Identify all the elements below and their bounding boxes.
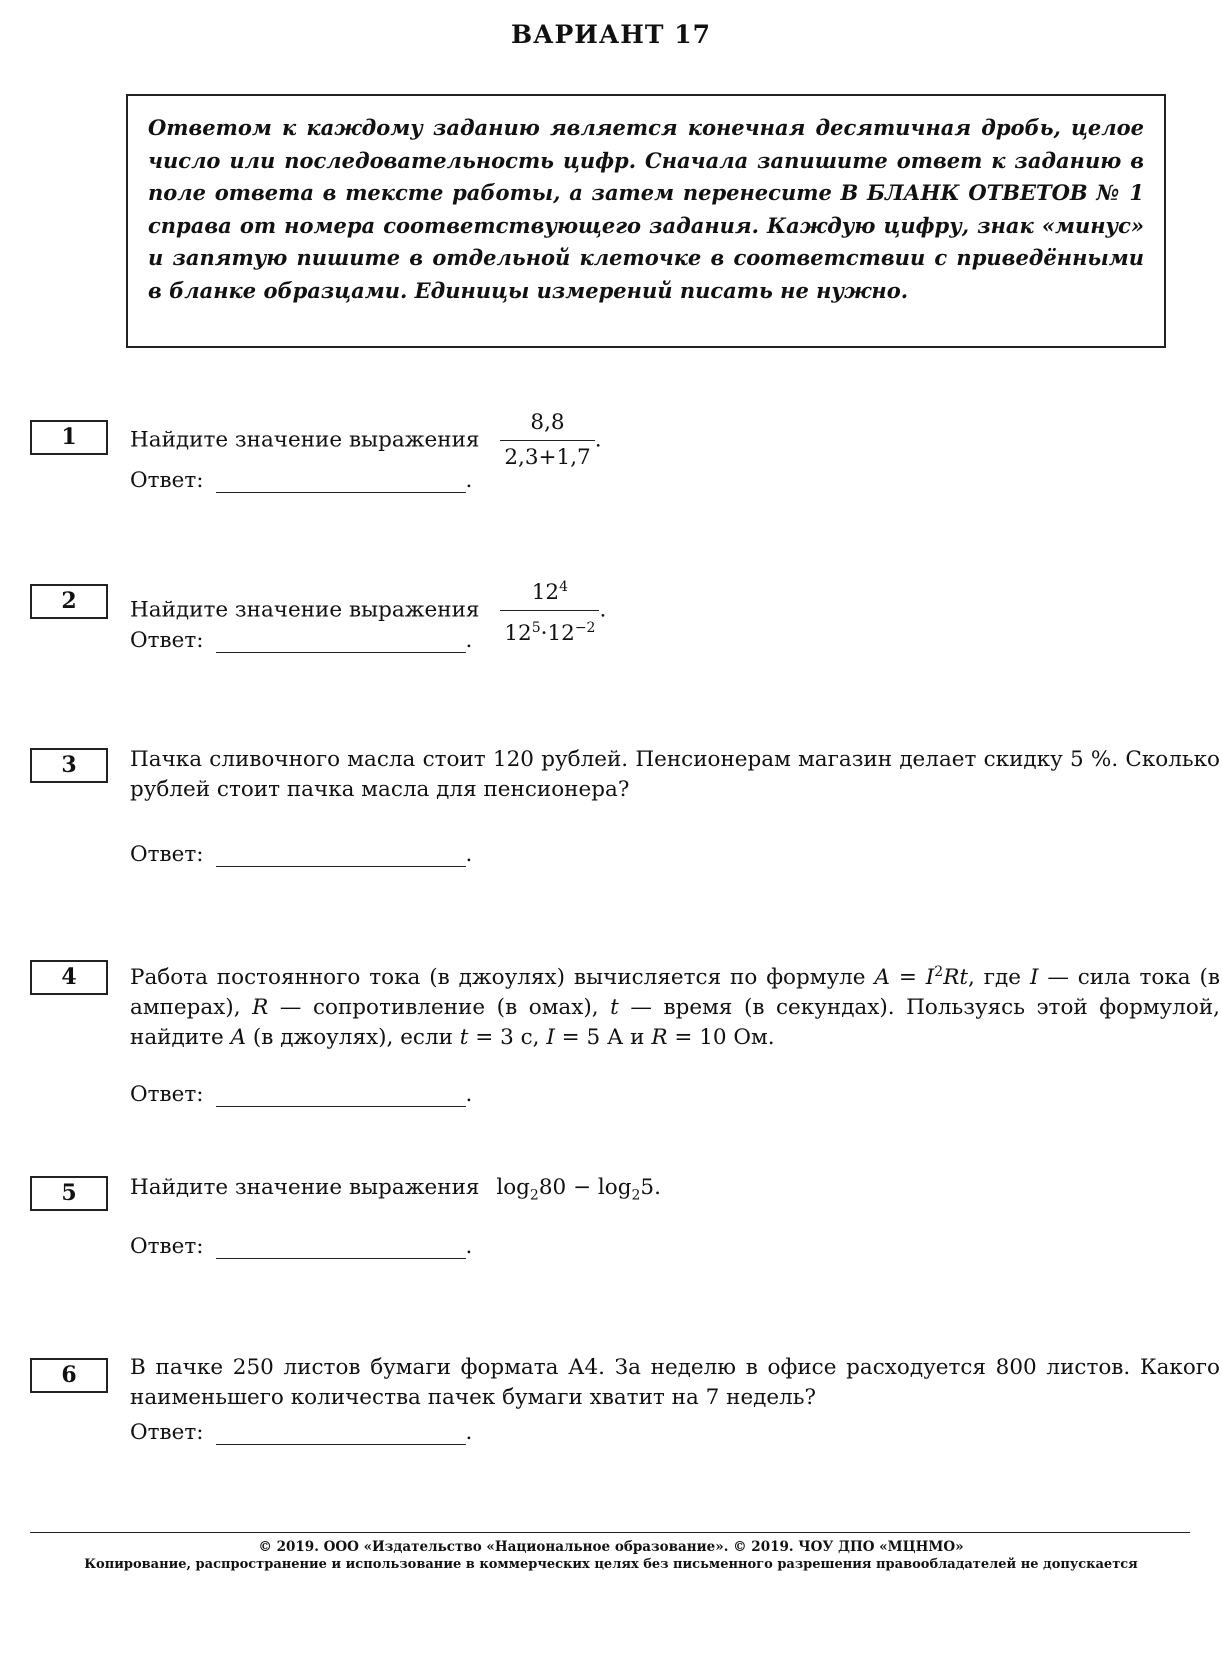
- answer-line[interactable]: [216, 1234, 466, 1259]
- page-title: ВАРИАНТ 17: [511, 20, 711, 49]
- footer-notice: Копирование, распространение и использование в коммерческих целях без письменного разрешения правообладателей не допускается: [84, 1557, 1138, 1572]
- answer-field[interactable]: Ответ: .: [130, 628, 473, 653]
- task-text: Найдите значение выражения $\log_280 - \log_25$.: [130, 1175, 661, 1204]
- fraction: $\frac{8,8}{2,3+1,7}$: [500, 408, 594, 473]
- task-text: Работа постоянного тока (в джоулях) вычисляется по формуле $A = I^2Rt$, где I — сила тока (в амперах), R — сопротивление (в омах), t — время (в секундах). Пользуясь этой формулой, найдите A (в джоулях), если t = 3 с, I = 5 А и R = 10 Ом.: [130, 964, 1221, 1051]
- task-text: Найдите значение выражения $\frac{12^4}{12^5\cdot 12^{-2}}$ .: [130, 572, 1220, 649]
- task-number: 5: [30, 1176, 108, 1211]
- task-text: Найдите значение выражения $\frac{8,8}{2,3+1,7}$ .: [130, 408, 1220, 473]
- fraction: $\frac{12^4}{12^5\cdot 12^{-2}}$: [500, 572, 599, 649]
- task-number: 1: [30, 420, 108, 455]
- task-text: Пачка сливочного масла стоит 120 рублей. Пенсионерам магазин делает скидку 5 %. Сколько рублей стоит пачка масла для пенсионера?: [130, 747, 1220, 802]
- answer-line[interactable]: [216, 1420, 466, 1445]
- answer-field[interactable]: Ответ: .: [130, 1234, 473, 1259]
- answer-field[interactable]: Ответ: .: [130, 1082, 473, 1107]
- answer-line[interactable]: [216, 468, 466, 493]
- footer-copyright: © 2019. ООО «Издательство «Национальное образование». © 2019. ЧОУ ДПО «МЦНМО»: [258, 1539, 964, 1555]
- answer-line[interactable]: [216, 628, 466, 653]
- instructions-box: Ответом к каждому заданию является конечная десятичная дробь, целое число или последовательность цифр. Сначала запишите ответ к заданию в поле ответа в тексте работы, а затем перенесите В БЛАНК ОТВЕТОВ № 1 справа от номера соответствующего задания. Каждую цифру, знак «минус» и запятую пишите в отдельной клеточке в соответствии с приведёнными в бланке образцами. Единицы измерений писать не нужно.: [126, 94, 1166, 348]
- footer-divider: [30, 1532, 1190, 1533]
- answer-line[interactable]: [216, 842, 466, 867]
- task-number: 6: [30, 1358, 108, 1393]
- task-number: 2: [30, 584, 108, 619]
- answer-field[interactable]: Ответ: .: [130, 842, 473, 867]
- task-text: В пачке 250 листов бумаги формата А4. За неделю в офисе расходуется 800 листов. Какого наименьшего количества пачек бумаги хватит на 7 недель?: [130, 1355, 1220, 1410]
- answer-line[interactable]: [216, 1082, 466, 1107]
- task-number: 4: [30, 960, 108, 995]
- answer-field[interactable]: Ответ: .: [130, 1420, 473, 1445]
- answer-field[interactable]: Ответ: .: [130, 468, 473, 493]
- task-number: 3: [30, 748, 108, 783]
